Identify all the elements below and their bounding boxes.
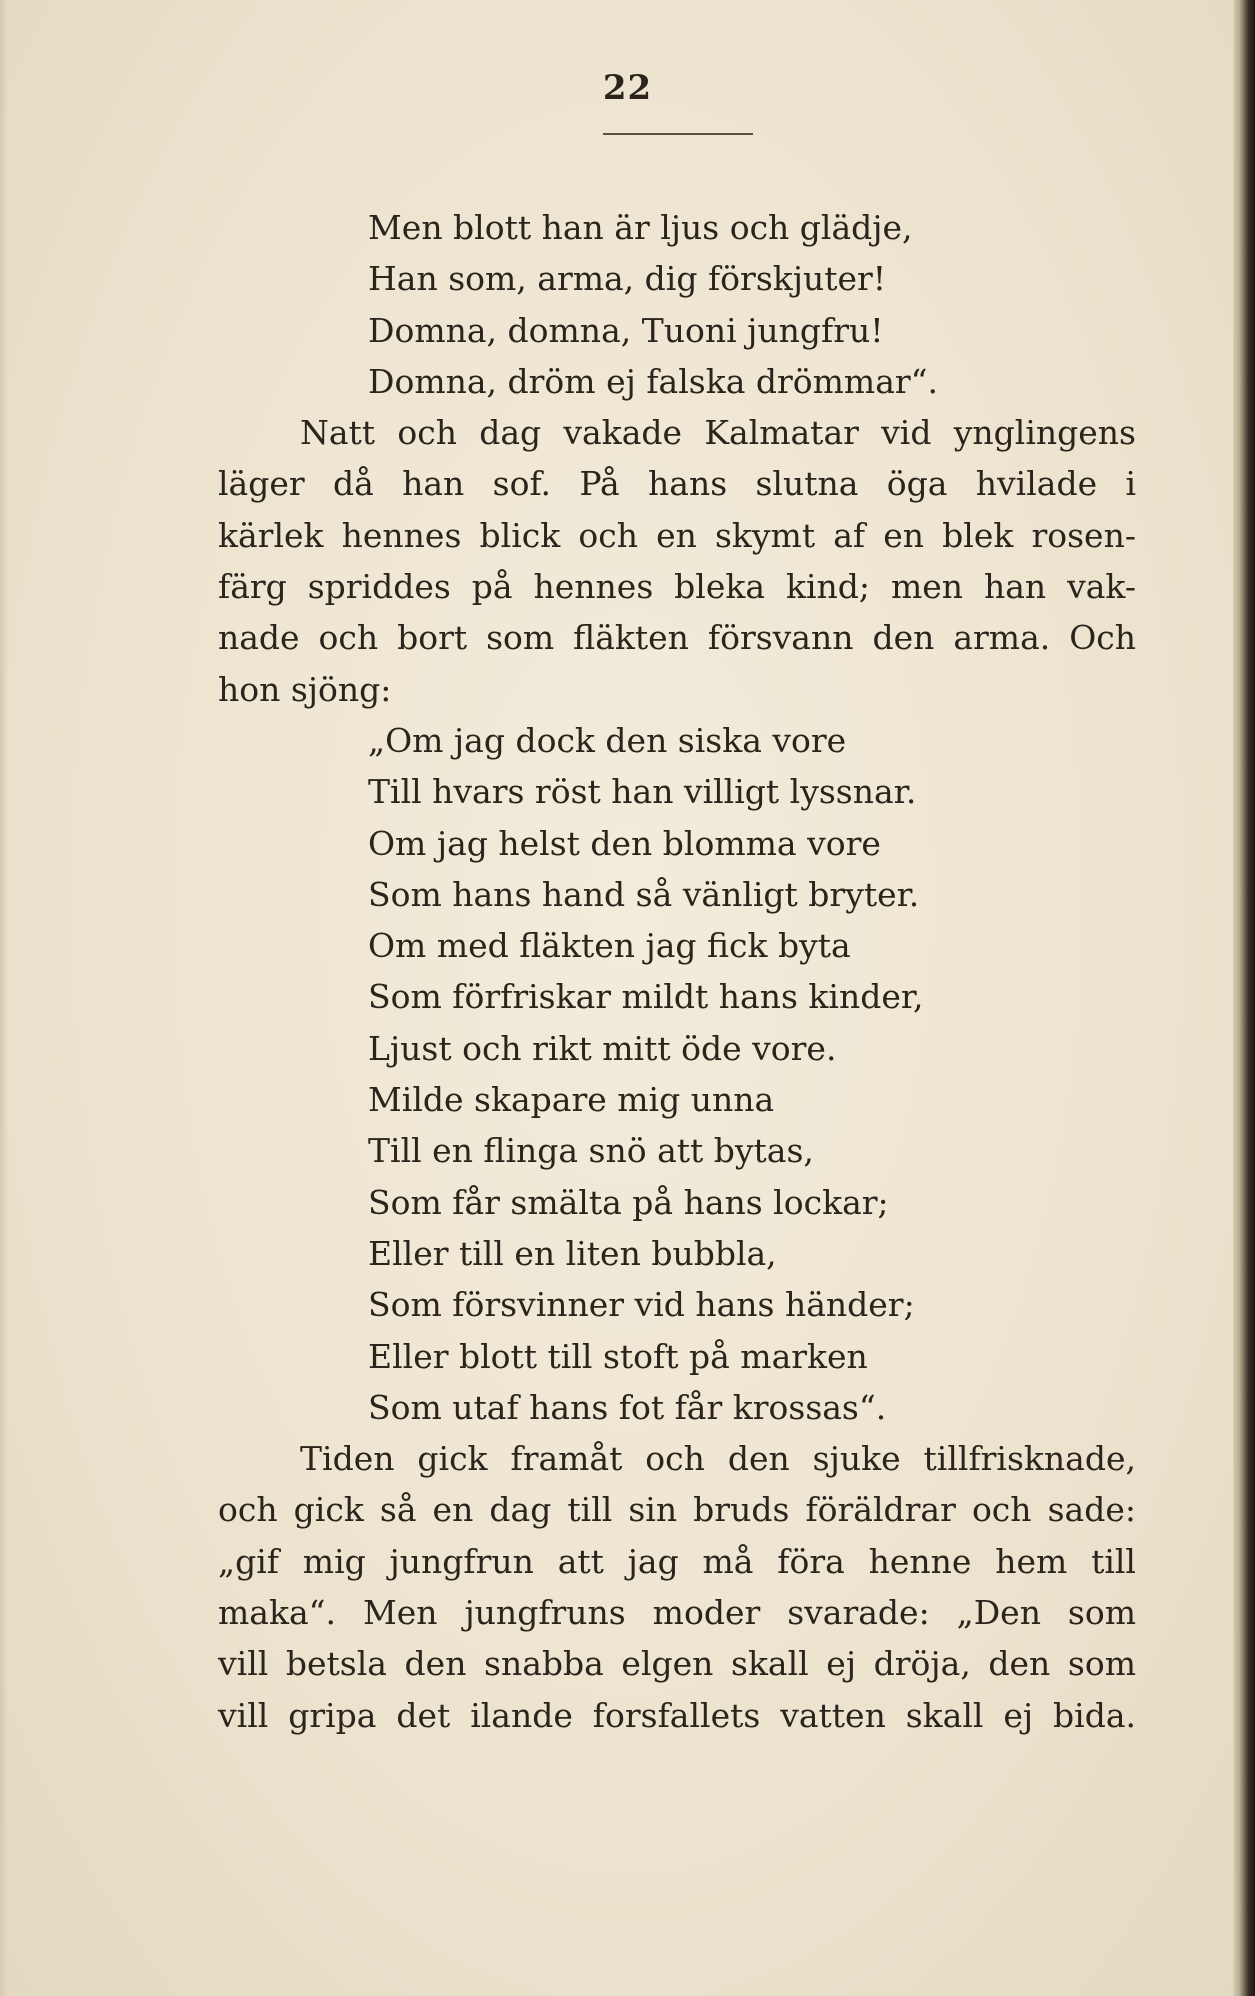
page-left-edge — [0, 0, 8, 1996]
verse-line: Om jag helst den blomma vore — [368, 823, 881, 863]
verse-line: Till hvars röst han villigt lyssnar. — [368, 772, 917, 812]
verse-line: Han som, arma, dig förskjuter! — [368, 259, 887, 299]
prose-line: kärlek hennes blick och en skymt af en blek rosen- — [218, 515, 1136, 555]
verse-line: Domna, domna, Tuoni jungfru! — [368, 310, 884, 350]
prose-line: vill gripa det ilande forsfallets vatten skall ej bida. — [218, 1695, 1136, 1735]
prose-line: „gif mig jungfrun att jag må föra henne hem till — [218, 1541, 1136, 1581]
page-number: 22 — [602, 68, 653, 108]
verse-line: Som försvinner vid hans händer; — [368, 1285, 915, 1325]
verse-line: Om med fläkten jag fick byta — [368, 926, 851, 966]
verse-line: Eller till en liten bubbla, — [368, 1233, 777, 1273]
prose-line: maka“. Men jungfruns moder svarade: „Den som — [218, 1593, 1136, 1633]
verse-line: „Om jag dock den siska vore — [368, 720, 847, 760]
verse-line: Som förfriskar mildt hans kinder, — [368, 977, 924, 1017]
verse-line: Som hans hand så vänligt bryter. — [368, 874, 920, 914]
verse-line: Som får smälta på hans lockar; — [368, 1182, 889, 1222]
verse-line: Men blott han är ljus och glädje, — [368, 208, 913, 247]
prose-line: Tiden gick framåt och den sjuke tillfrisknade, — [300, 1439, 1136, 1479]
prose-line: Natt och dag vakade Kalmatar vid ynglingens — [300, 413, 1136, 453]
prose-line: och gick så en dag till sin bruds föräldrar och sade: — [218, 1490, 1136, 1530]
verse-line: Som utaf hans fot får krossas“. — [368, 1387, 887, 1427]
page-text — [218, 202, 1136, 1741]
prose-line: läger då han sof. På hans slutna öga hvilade i — [218, 464, 1136, 504]
verse-line: Till en flinga snö att bytas, — [368, 1131, 814, 1171]
verse-line: Ljust och rikt mitt öde vore. — [368, 1028, 837, 1068]
prose-line: färg spriddes på hennes bleka kind; men han vak- — [218, 567, 1136, 607]
header-rule — [603, 133, 753, 135]
verse-line: Domna, dröm ej falska drömmar“. — [368, 361, 939, 401]
prose-line: vill betsla den snabba elgen skall ej dröja, den som — [218, 1644, 1136, 1684]
prose-line: hon sjöng: — [218, 669, 392, 709]
book-spine-shadow — [1233, 0, 1255, 1996]
verse-line: Milde skapare mig unna — [368, 1080, 775, 1120]
verse-line: Eller blott till stoft på marken — [368, 1336, 868, 1376]
prose-line: nade och bort som fläkten försvann den arma. Och — [218, 618, 1136, 658]
